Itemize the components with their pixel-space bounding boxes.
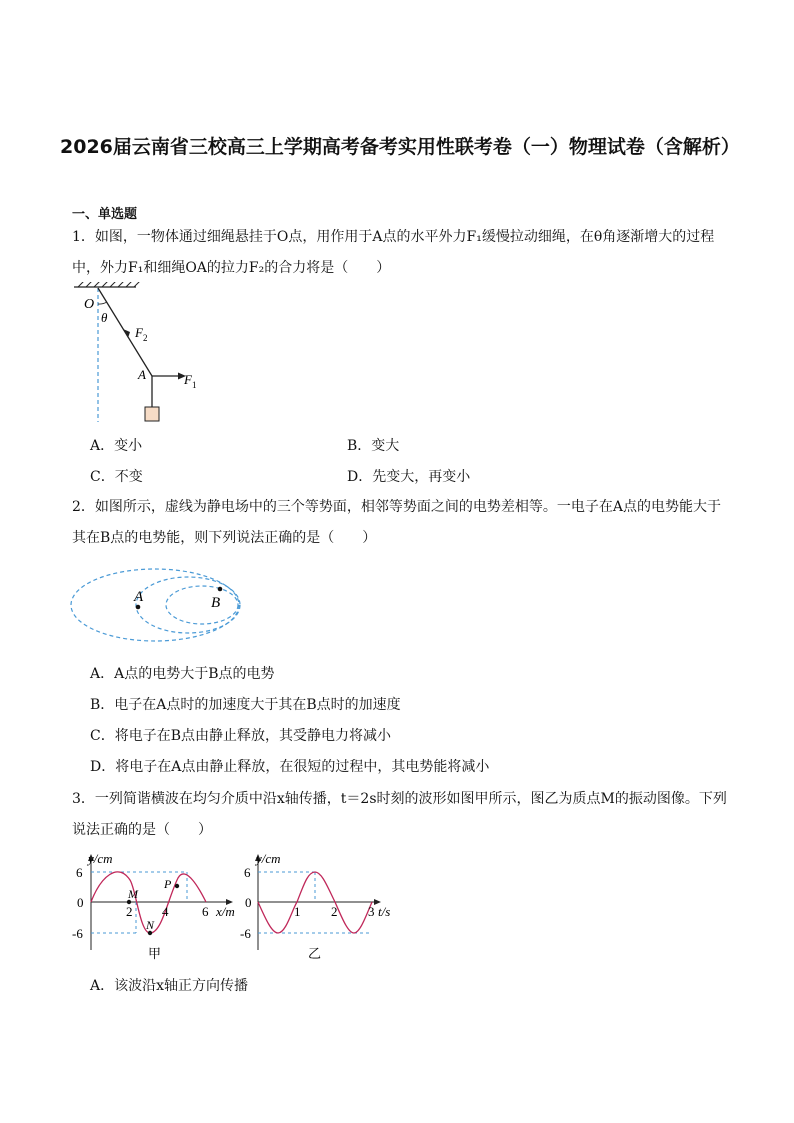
point-a-label: A	[138, 367, 146, 382]
f1-label: F	[184, 372, 192, 387]
yi-caption: 乙	[308, 946, 322, 961]
yi-xtick-2: 2	[331, 904, 338, 919]
point-a-label: A	[134, 589, 144, 605]
q1-option-d[interactable]: D．先变大，再变小	[347, 469, 471, 485]
point-n-label: N	[146, 918, 155, 932]
page-title: 2026届云南省三校高三上学期高考备考实用性联考卷（一）物理试卷（含解析）	[60, 136, 740, 158]
jia-caption: 甲	[148, 946, 162, 961]
question-2-stem: 2．如图所示，虚线为静电场中的三个等势面，相邻等势面之间的电势差相等。一电子在A点的电势能大于其在B点的电势能，则下列说法正确的是（ ）	[72, 499, 722, 546]
q1-option-a[interactable]: A．变小	[90, 438, 143, 454]
point-o-label: O	[84, 297, 95, 312]
yi-ytick-neg6: -6	[240, 926, 251, 941]
yi-ytick-0: 0	[245, 895, 252, 910]
point-p-label: P	[164, 877, 172, 891]
yi-x-axis-label: t/s	[378, 904, 391, 919]
question-1-stem: 1．如图，一物体通过细绳悬挂于O点，用作用于A点的水平外力F₁缓慢拉动细绳，在θ角逐渐增大的过程中，外力F₁和细绳OA的拉力F₂的合力将是（ ）	[72, 229, 715, 276]
jia-ytick-0: 0	[77, 895, 84, 910]
jia-ytick-neg6: -6	[72, 926, 83, 941]
q2-option-d[interactable]: D．将电子在A点由静止释放，在很短的过程中，其电势能将减小	[90, 759, 490, 775]
q3-option-a[interactable]: A．该波沿x轴正方向传播	[90, 978, 249, 994]
point-m-label: M	[128, 887, 138, 901]
f1-subscript: 1	[192, 380, 197, 390]
jia-x-axis-label: x/m	[216, 904, 235, 919]
jia-xtick-6: 6	[202, 904, 209, 919]
point-b-label: B	[211, 595, 221, 611]
q2-option-c[interactable]: C．将电子在B点由静止释放，其受静电力将减小	[90, 728, 391, 744]
q1-option-c[interactable]: C．不变	[90, 469, 143, 485]
q3-figure-jia	[70, 850, 245, 965]
question-3-stem: 3．一列简谐横波在均匀介质中沿x轴传播，t＝2s时刻的波形如图甲所示，图乙为质点M的振动图像。下列说法正确的是（ ）	[72, 791, 727, 838]
section-heading: 一、单选题	[72, 207, 138, 222]
jia-xtick-2: 2	[126, 904, 133, 919]
q1-figure	[68, 282, 218, 427]
yi-xtick-1: 1	[294, 904, 301, 919]
yi-xtick-3: 3	[368, 904, 375, 919]
yi-ytick-6: 6	[244, 865, 251, 880]
jia-y-axis-label: y/cm	[88, 851, 113, 866]
q2-figure	[70, 560, 245, 652]
q2-option-b[interactable]: B．电子在A点时的加速度大于其在B点时的加速度	[90, 697, 401, 713]
q2-option-a[interactable]: A．A点的电势大于B点的电势	[90, 666, 275, 682]
jia-xtick-4: 4	[162, 904, 169, 919]
yi-y-axis-label: y/cm	[256, 851, 281, 866]
jia-ytick-6: 6	[76, 865, 83, 880]
f2-label: F	[135, 325, 143, 340]
q3-figure-yi	[240, 850, 410, 965]
f2-subscript: 2	[143, 333, 148, 343]
q1-option-b[interactable]: B．变大	[347, 438, 400, 454]
theta-label: θ	[101, 310, 108, 325]
